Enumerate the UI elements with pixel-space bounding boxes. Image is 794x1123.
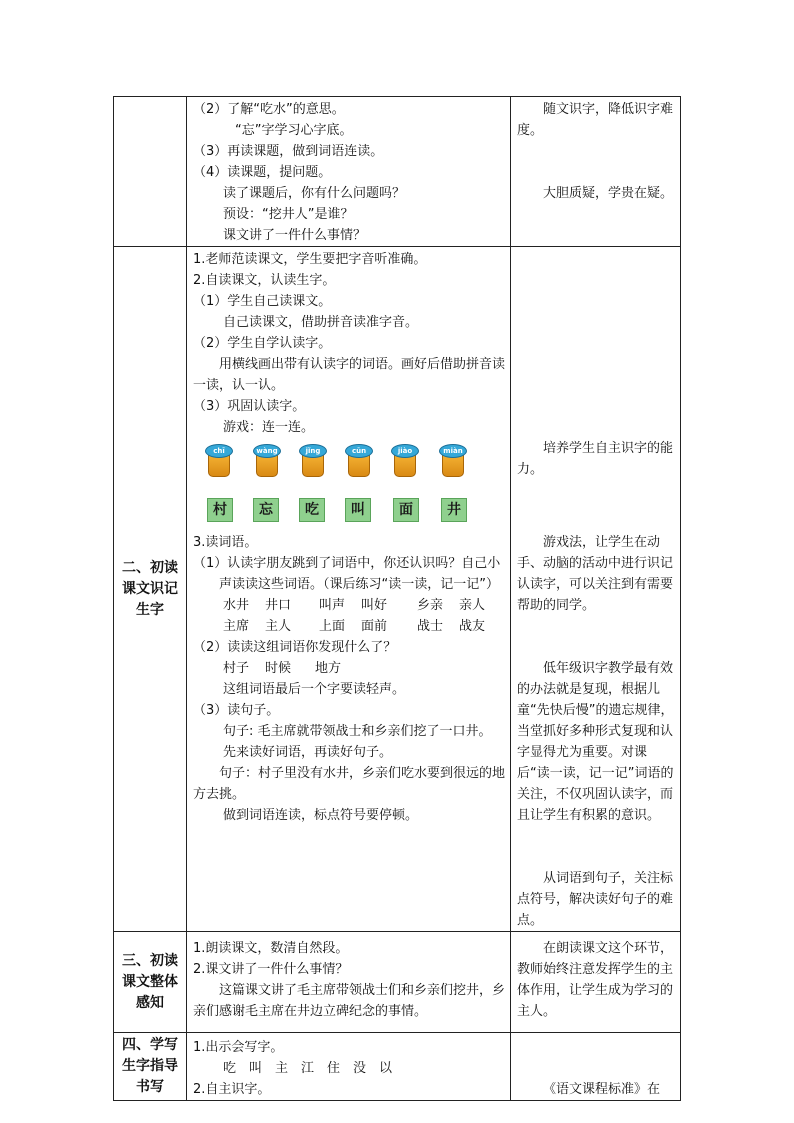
word: 水井 — [223, 598, 250, 613]
pinyin-label: wàng — [253, 444, 281, 458]
text-line: （1）认读字朋友跳到了词语中，你还认识吗？自己小声读读这些词语。（课后练习“读一读，记一记”） — [193, 556, 501, 592]
section-cell-4 — [114, 1033, 187, 1101]
text-line: 先来读好词语，再读好句子。 — [223, 745, 393, 760]
character: 江 — [301, 1061, 315, 1076]
text-line: 2.自主识字。 — [193, 1082, 271, 1097]
word-list — [193, 595, 506, 616]
section-title: 三、初读课文整体感知 — [122, 952, 178, 1011]
word: 地方 — [315, 661, 342, 676]
character-card: 井 — [441, 498, 467, 522]
character-card: 叫 — [345, 498, 371, 522]
text-line: “忘”字学习心字底。 — [235, 123, 353, 138]
word: 上面 — [319, 619, 346, 634]
text-line: 1.出示会写字。 — [193, 1040, 284, 1055]
pinyin-label: miàn — [439, 444, 467, 458]
text-line: 2.课文讲了一件什么事情？ — [193, 962, 349, 977]
word: 面前 — [361, 619, 388, 634]
text-line: 1.老师范读课文，学生要把字音听准确。 — [193, 252, 427, 267]
text-line: （2）学生自学认读字。 — [193, 336, 332, 351]
character-cards — [193, 498, 506, 526]
bucket-icon — [253, 444, 281, 478]
pinyin-label: cūn — [345, 444, 373, 458]
text-line: 句子: 毛主席就带领战士和乡亲们挖了一口井。 — [223, 724, 492, 739]
word: 时候 — [265, 661, 292, 676]
text-line: 这组词语最后一个字要读轻声。 — [223, 682, 406, 697]
text-line: （4）读课题，提问题。 — [193, 165, 332, 180]
character: 主 — [275, 1061, 289, 1076]
note-text: 大胆质疑，学贵在疑。 — [543, 186, 674, 201]
note-text: 在朗读课文这个环节，教师始终注意发挥学生的主体作用，让学生成为学习的主人。 — [517, 941, 674, 1019]
text-line: （2）了解“吃水”的意思。 — [193, 102, 345, 117]
main-cell-3 — [187, 932, 511, 1033]
text-line: 预设：“挖井人”是谁？ — [223, 207, 354, 222]
note-text: 随文识字，降低识字难度。 — [517, 102, 674, 138]
text-line: 3.读词语。 — [193, 535, 258, 550]
text-line: （3）读句子。 — [193, 703, 280, 718]
word: 叫好 — [361, 598, 388, 613]
word: 战友 — [459, 619, 486, 634]
character-card: 忘 — [253, 498, 279, 522]
text-line: 用横线画出带有认读字的词语。画好后借助拼音读一读，认一认。 — [193, 357, 506, 393]
bucket-icon — [205, 444, 233, 478]
row-4 — [114, 1033, 681, 1101]
text-line: 做到词语连读，标点符号要停顿。 — [223, 808, 419, 823]
note-cell-4 — [511, 1033, 681, 1101]
word: 村子 — [223, 661, 250, 676]
text-line: 2.自读课文，认读生字。 — [193, 273, 336, 288]
word-list — [193, 616, 506, 637]
text-line: 游戏：连一连。 — [223, 420, 315, 435]
section-title: 四、学写生字指导书写 — [122, 1037, 178, 1095]
text-line: （1）学生自己读课文。 — [193, 294, 332, 309]
note-text: 游戏法，让学生在动手、动脑的活动中进行识记认读字，可以关注到有需要帮助的同学。 — [517, 535, 674, 613]
section-cell-2 — [114, 247, 187, 932]
pinyin-label: jiào — [391, 444, 419, 458]
word: 叫声 — [319, 598, 346, 613]
note-cell-1 — [511, 97, 681, 247]
text-line: 课文讲了一件什么事情？ — [223, 228, 367, 243]
text-line: （3）再读课题，做到词语连读。 — [193, 144, 384, 159]
note-text: 低年级识字教学最有效的办法就是复现，根据儿童“先快后慢”的遗忘规律，当堂抓好多种形式复现和认字显得尤为重要。对课后“读一读，记一记”词语的关注，不仅巩固认读字，而且让学生有积累的意识。 — [517, 661, 674, 823]
pinyin-buckets — [193, 444, 506, 488]
note-text: 从词语到句子，关注标点符号，解决读好句子的难点。 — [517, 871, 674, 928]
character: 以 — [379, 1061, 393, 1076]
row-1 — [114, 97, 681, 247]
text-line: （3）巩固认读字。 — [193, 399, 306, 414]
writing-characters — [193, 1058, 506, 1079]
pinyin-label: chī — [205, 444, 233, 458]
character: 住 — [327, 1061, 341, 1076]
note-text: 《语文课程标准》在 — [543, 1082, 661, 1097]
section-cell-1 — [114, 97, 187, 247]
text-line: 这篇课文讲了毛主席带领战士们和乡亲们挖井，乡亲们感谢毛主席在井边立碑纪念的事情。 — [193, 983, 506, 1019]
word: 井口 — [265, 598, 292, 613]
bucket-icon — [345, 444, 373, 478]
character: 没 — [353, 1061, 367, 1076]
word: 战士 — [417, 619, 444, 634]
word: 乡亲 — [417, 598, 444, 613]
text-line: 自己读课文，借助拼音读准字音。 — [223, 315, 419, 330]
lesson-plan-table — [113, 96, 681, 1101]
section-cell-3 — [114, 932, 187, 1033]
word: 主人 — [265, 619, 292, 634]
word: 亲人 — [459, 598, 486, 613]
main-cell-2 — [187, 247, 511, 932]
text-line: （2）读读这组词语你发现什么了？ — [193, 640, 397, 655]
bucket-icon — [439, 444, 467, 478]
bucket-icon — [391, 444, 419, 478]
section-title: 二、初读课文识记生字 — [122, 559, 178, 618]
character-card: 面 — [393, 498, 419, 522]
note-cell-2 — [511, 247, 681, 932]
text-line: 读了课题后，你有什么问题吗？ — [223, 186, 406, 201]
pinyin-label: jǐng — [299, 444, 327, 458]
row-2 — [114, 247, 681, 932]
text-line: 1.朗读课文，数清自然段。 — [193, 941, 349, 956]
word: 主席 — [223, 619, 250, 634]
word-list — [193, 658, 506, 679]
character-card: 吃 — [299, 498, 325, 522]
text-line: 句子：村子里没有水井，乡亲们吃水要到很远的地方去挑。 — [193, 766, 506, 802]
character: 叫 — [249, 1061, 263, 1076]
main-cell-4 — [187, 1033, 511, 1101]
note-cell-3 — [511, 932, 681, 1033]
character-card: 村 — [207, 498, 233, 522]
character: 吃 — [223, 1061, 237, 1076]
note-text: 培养学生自主识字的能力。 — [517, 441, 674, 477]
row-3 — [114, 932, 681, 1033]
main-cell-1 — [187, 97, 511, 247]
bucket-icon — [299, 444, 327, 478]
